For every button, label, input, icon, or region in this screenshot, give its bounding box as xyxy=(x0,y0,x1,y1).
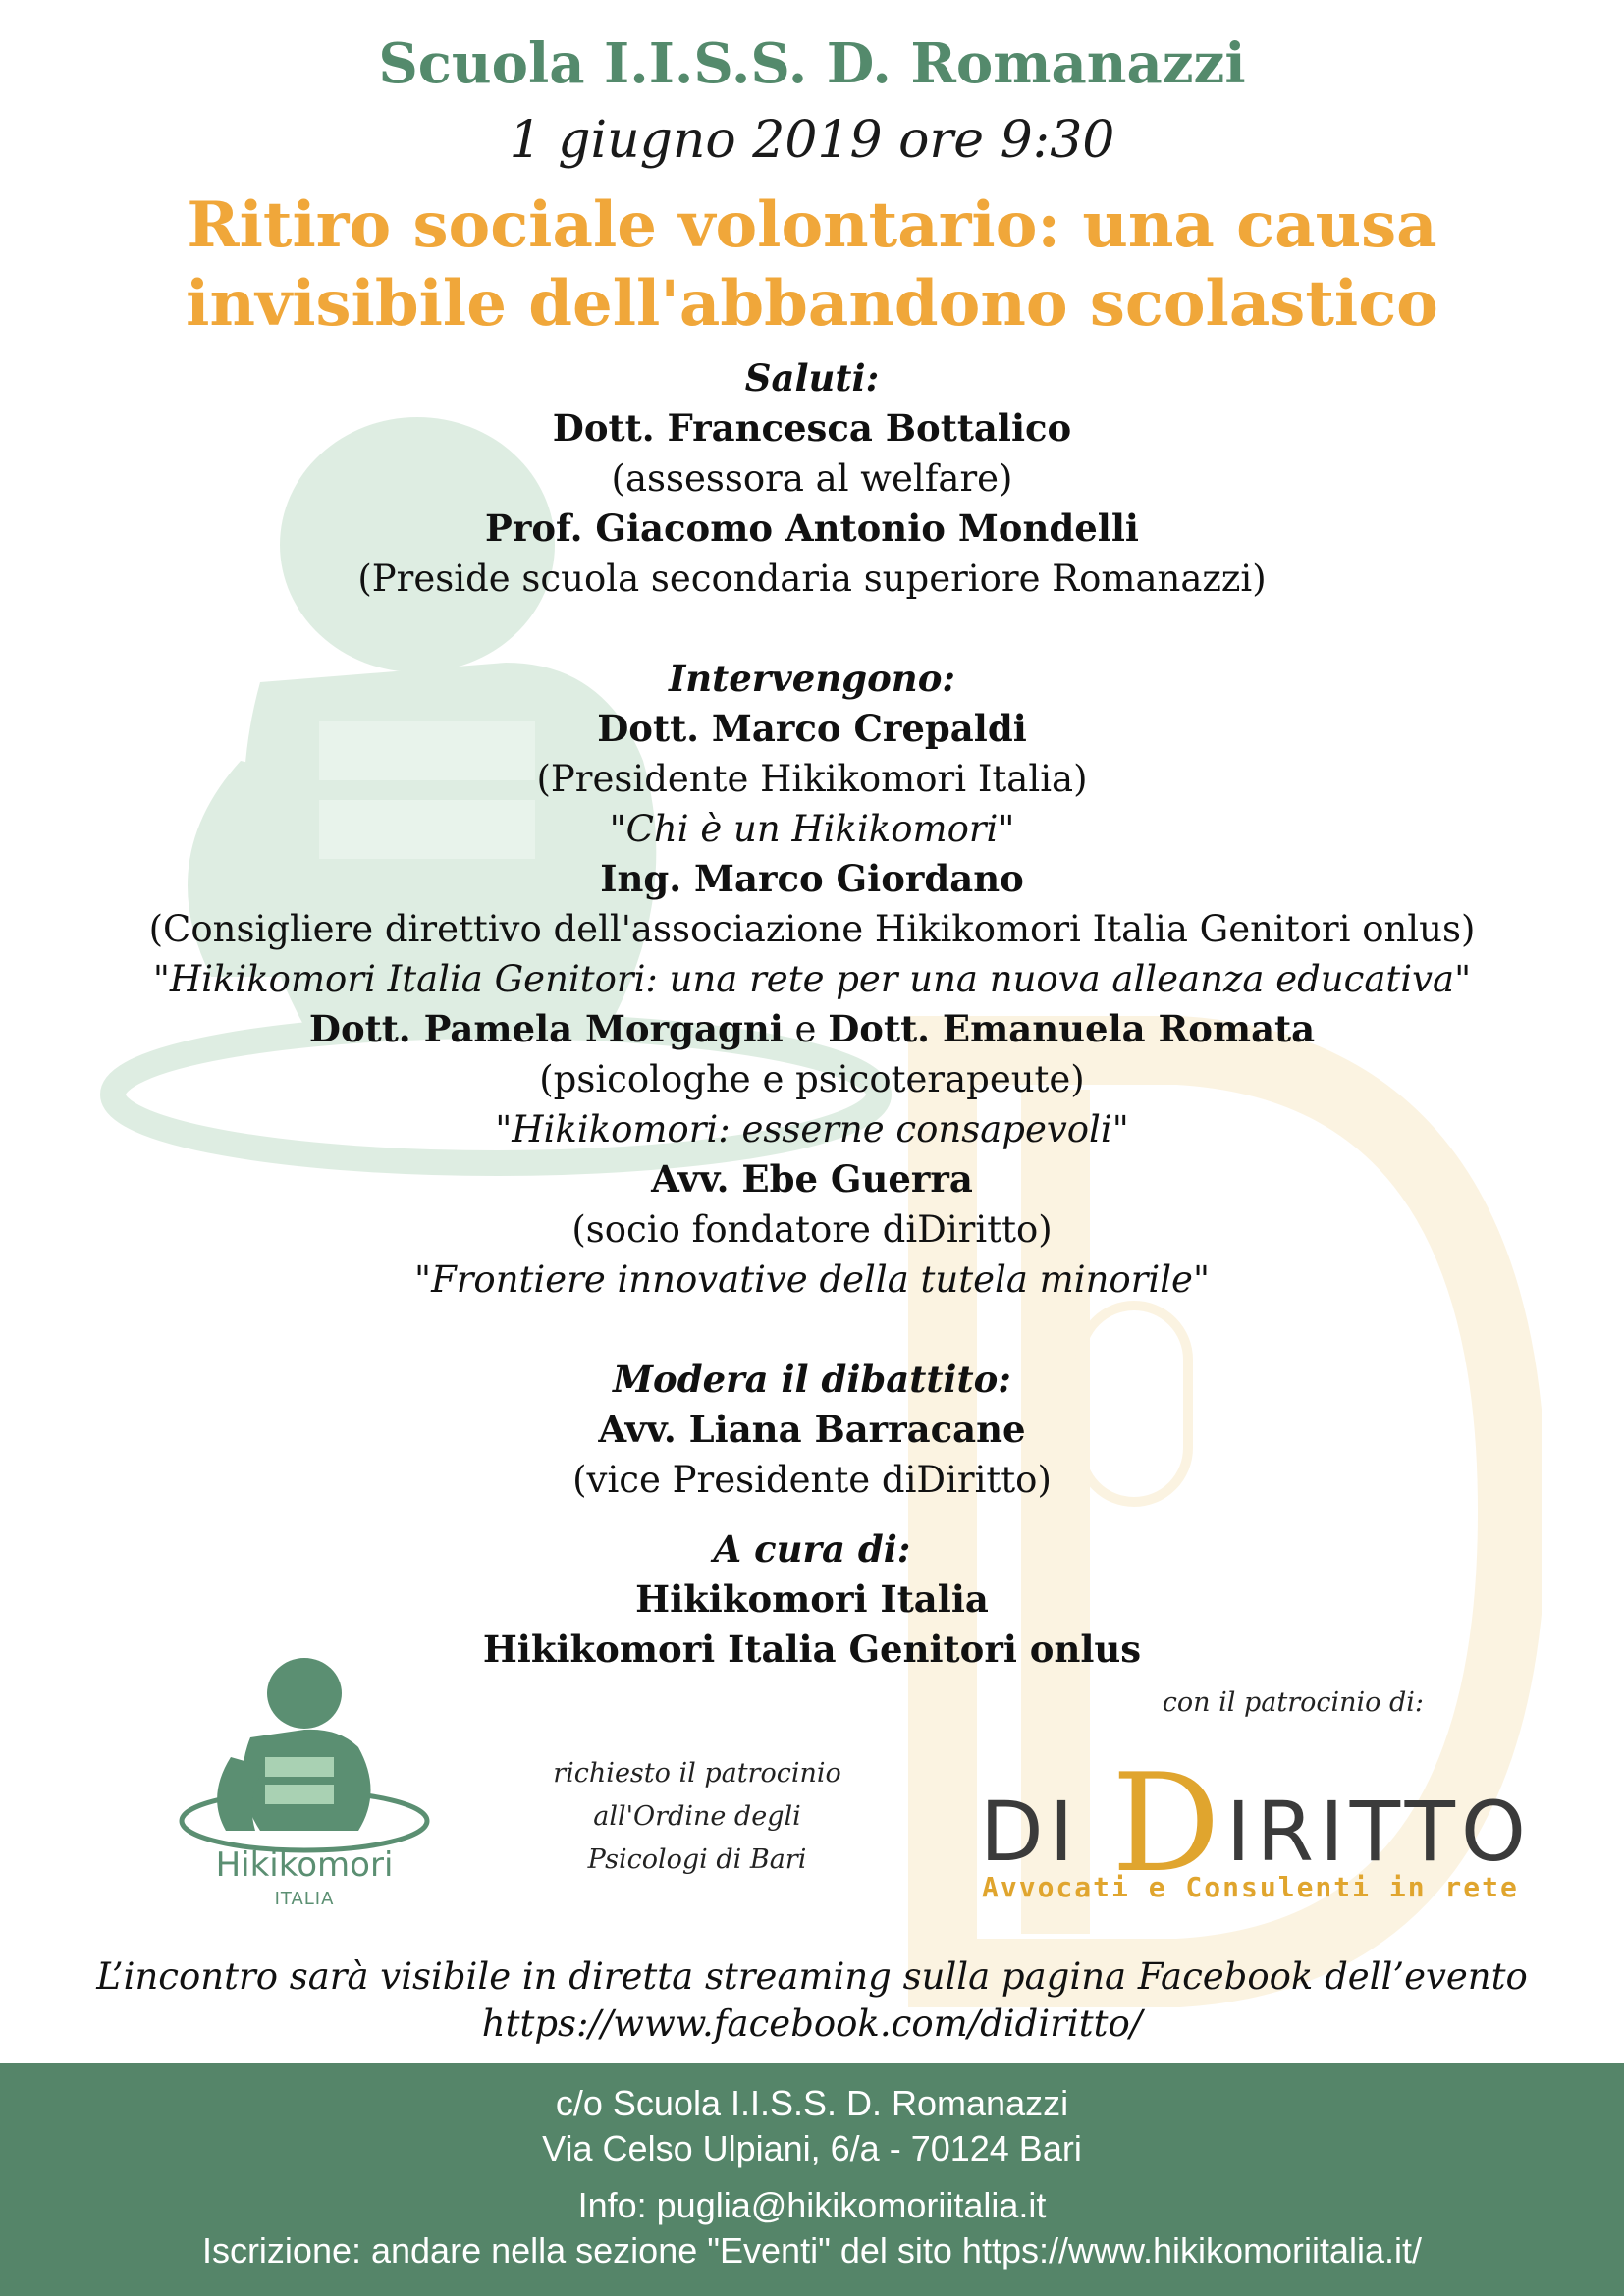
hikikomori-logo-subtitle: ITALIA xyxy=(274,1889,335,1909)
school-name: Scuola I.I.S.S. D. Romanazzi xyxy=(378,31,1246,96)
greeter-2-role: (Preside scuola secondaria superiore Romanazzi) xyxy=(357,558,1267,600)
greetings-heading: Saluti: xyxy=(744,356,880,400)
moderator-role: (vice Presidente diDiritto) xyxy=(572,1459,1052,1501)
didiritto-wordmark: DI DIRITTO xyxy=(980,1744,1533,1902)
speaker-4-talk: "Frontiere innovative della tutela minorile" xyxy=(414,1258,1210,1301)
footer-banner xyxy=(0,2063,1624,2296)
moderator-name: Avv. Liana Barracane xyxy=(598,1408,1026,1451)
speaker-3-role: (psicologhe e psicoterapeute) xyxy=(539,1058,1085,1100)
speaker-2-talk: "Hikikomori Italia Genitori: una rete per una nuova alleanza educativa" xyxy=(152,958,1472,1000)
speaker-1-name: Dott. Marco Crepaldi xyxy=(597,707,1027,750)
program xyxy=(0,353,1624,1675)
event-title-line-1: Ritiro sociale volontario: una causa xyxy=(187,188,1437,262)
streaming-url: https://www.facebook.com/didiritto/ xyxy=(481,2002,1143,2045)
greeter-1-role: (assessora al welfare) xyxy=(611,457,1013,500)
speaker-4-role: (socio fondatore diDiritto) xyxy=(571,1208,1053,1251)
speaker-4-name: Avv. Ebe Guerra xyxy=(651,1157,973,1201)
footer-venue: c/o Scuola I.I.S.S. D. Romanazzi xyxy=(555,2083,1069,2123)
organizer-1: Hikikomori Italia xyxy=(635,1577,989,1621)
speaker-2-role: (Consigliere direttivo dell'associazione Hikikomori Italia Genitori onlus) xyxy=(148,908,1476,950)
speaker-1-role: (Presidente Hikikomori Italia) xyxy=(536,758,1088,800)
speaker-1-talk: "Chi è un Hikikomori" xyxy=(609,808,1015,850)
moderator-heading: Modera il dibattito: xyxy=(613,1358,1011,1401)
footer-info-email: Info: puglia@hikikomoriitalia.it xyxy=(577,2185,1047,2225)
footer-address: Via Celso Ulpiani, 6/a - 70124 Bari xyxy=(542,2128,1082,2168)
streaming-text: L’incontro sarà visibile in diretta streaming sulla pagina Facebook dell’evento xyxy=(96,1955,1528,1998)
patronage-requested-line-3: Psicologi di Bari xyxy=(587,1844,807,1875)
patronage-requested-line-1: richiesto il patrocinio xyxy=(553,1758,841,1789)
patronage-requested-note xyxy=(511,1752,884,1882)
speaker-3-names: Dott. Pamela Morgagni e Dott. Emanuela Romata xyxy=(308,1007,1316,1050)
event-title xyxy=(0,187,1624,344)
speaker-2-name: Ing. Marco Giordano xyxy=(600,857,1024,900)
didiritto-logo xyxy=(980,1728,1579,1924)
didiritto-tagline: Avvocati e Consulenti in rete xyxy=(982,1871,1519,1903)
speaker-3-talk: "Hikikomori: esserne consapevoli" xyxy=(495,1108,1129,1150)
patronage-requested-line-2: all'Ordine degli xyxy=(593,1801,801,1832)
patronage-label: con il patrocinio di: xyxy=(1162,1687,1424,1718)
organizer-2: Hikikomori Italia Genitori onlus xyxy=(482,1628,1142,1671)
speakers-heading: Intervengono: xyxy=(668,657,956,700)
greeter-2-name: Prof. Giacomo Antonio Mondelli xyxy=(485,507,1139,550)
streaming-notice xyxy=(0,1953,1624,2048)
greeter-1-name: Dott. Francesca Bottalico xyxy=(552,406,1072,450)
footer-registration: Iscrizione: andare nella sezione "Eventi" del sito https://www.hikikomoriitalia.it/ xyxy=(201,2230,1423,2270)
organizers-heading: A cura di: xyxy=(713,1527,911,1571)
event-date: 1 giugno 2019 ore 9:30 xyxy=(509,111,1115,170)
event-title-line-2: invisibile dell'abbandono scolastico xyxy=(186,267,1438,341)
hikikomori-logo-name: Hikikomori xyxy=(215,1845,394,1885)
